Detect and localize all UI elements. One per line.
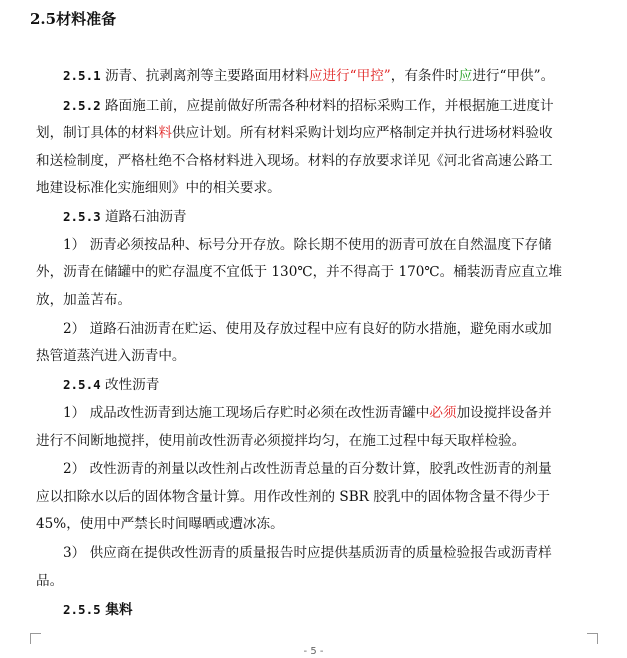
item-1-line-2: 外，沥青在储罐中的贮存温度不宜低于 130℃，并不得高于 170℃。桶装沥青应直立堆	[36, 264, 562, 280]
item-1-line-1	[63, 403, 552, 423]
margin-corner-mark	[30, 633, 41, 644]
text-run: 1） 成品改性沥青到达施工现场后存贮时必须在改性沥青罐中	[63, 405, 430, 421]
clause-number: 2.5.2	[63, 98, 101, 113]
text-run: 加设搅拌设备并	[456, 405, 552, 421]
text-run: 划，制订具体的材料	[36, 125, 159, 141]
subsection-title: 道路石油沥青	[100, 209, 187, 225]
subsection-title: 集料	[100, 602, 133, 618]
item-1-line-2: 进行不间断地搅拌，使用前改性沥青必须搅拌均匀，在施工过程中每天取样检验。	[36, 433, 526, 449]
emphasis-text: 必须	[429, 405, 457, 421]
subsection-heading-2-5-3	[63, 207, 187, 227]
clause-number: 2.5.5	[63, 602, 101, 617]
item-3-line-1: 3） 供应商在提供改性沥青的质量报告时应提供基质沥青的质量检验报告或沥青样	[63, 545, 552, 561]
paragraph-2-5-2-line-1	[63, 96, 554, 116]
paragraph-2-5-2-line-4: 地建设标准化实施细则》中的相关要求。	[36, 180, 281, 196]
text-run: 沥青、抗剥离剂等主要路面用材料	[100, 68, 309, 84]
subsection-title: 改性沥青	[100, 377, 160, 393]
emphasis-text: 应	[458, 68, 473, 84]
item-2-line-3: 45%，使用中严禁长时间曝晒或遭冰冻。	[36, 516, 284, 532]
clause-number: 2.5.4	[63, 377, 101, 392]
item-2-line-2: 应以扣除水以后的固体物含量计算。用作改性剂的 SBR 胶乳中的固体物含量不得少于	[36, 489, 550, 505]
text-run: 供应计划。所有材料采购计划均应严格制定并执行进场材料验收	[171, 125, 553, 141]
item-1-line-1: 1） 沥青必须按品种、标号分开存放。除长期不使用的沥青可放在自然温度下存储	[63, 237, 552, 253]
emphasis-text: 料	[158, 125, 172, 141]
subsection-heading-2-5-4	[63, 375, 159, 395]
paragraph-2-5-2-line-2	[36, 123, 553, 143]
emphasis-text: 应进行“甲控”	[308, 68, 391, 84]
item-2-line-2: 热管道蒸汽进入沥青中。	[36, 348, 186, 364]
item-2-line-1: 2） 改性沥青的剂量以改性剂占改性沥青总量的百分数计算，胶乳改性沥青的剂量	[63, 461, 552, 477]
subsection-heading-2-5-5	[63, 600, 133, 620]
text-run: 进行“甲供”。	[472, 68, 555, 84]
item-2-line-1: 2） 道路石油沥青在贮运、使用及存放过程中应有良好的防水措施，避免雨水或加	[63, 321, 552, 337]
paragraph-2-5-2-line-3: 和送检制度，严格杜绝不合格材料进入现场。材料的存放要求详见《河北省高速公路工	[36, 153, 553, 169]
margin-corner-mark	[587, 633, 598, 644]
text-run: ，有条件时	[390, 68, 459, 84]
page-number: - 5 -	[303, 646, 324, 657]
text-run: 路面施工前，应提前做好所需各种材料的招标采购工作，并根据施工进度计	[100, 98, 554, 114]
section-heading: 2.5材料准备	[30, 10, 117, 28]
item-3-line-2: 品。	[36, 573, 64, 589]
paragraph-2-5-1	[63, 66, 554, 86]
item-1-line-3: 放，加盖苫布。	[36, 292, 132, 308]
clause-number: 2.5.1	[63, 68, 101, 83]
clause-number: 2.5.3	[63, 209, 101, 224]
